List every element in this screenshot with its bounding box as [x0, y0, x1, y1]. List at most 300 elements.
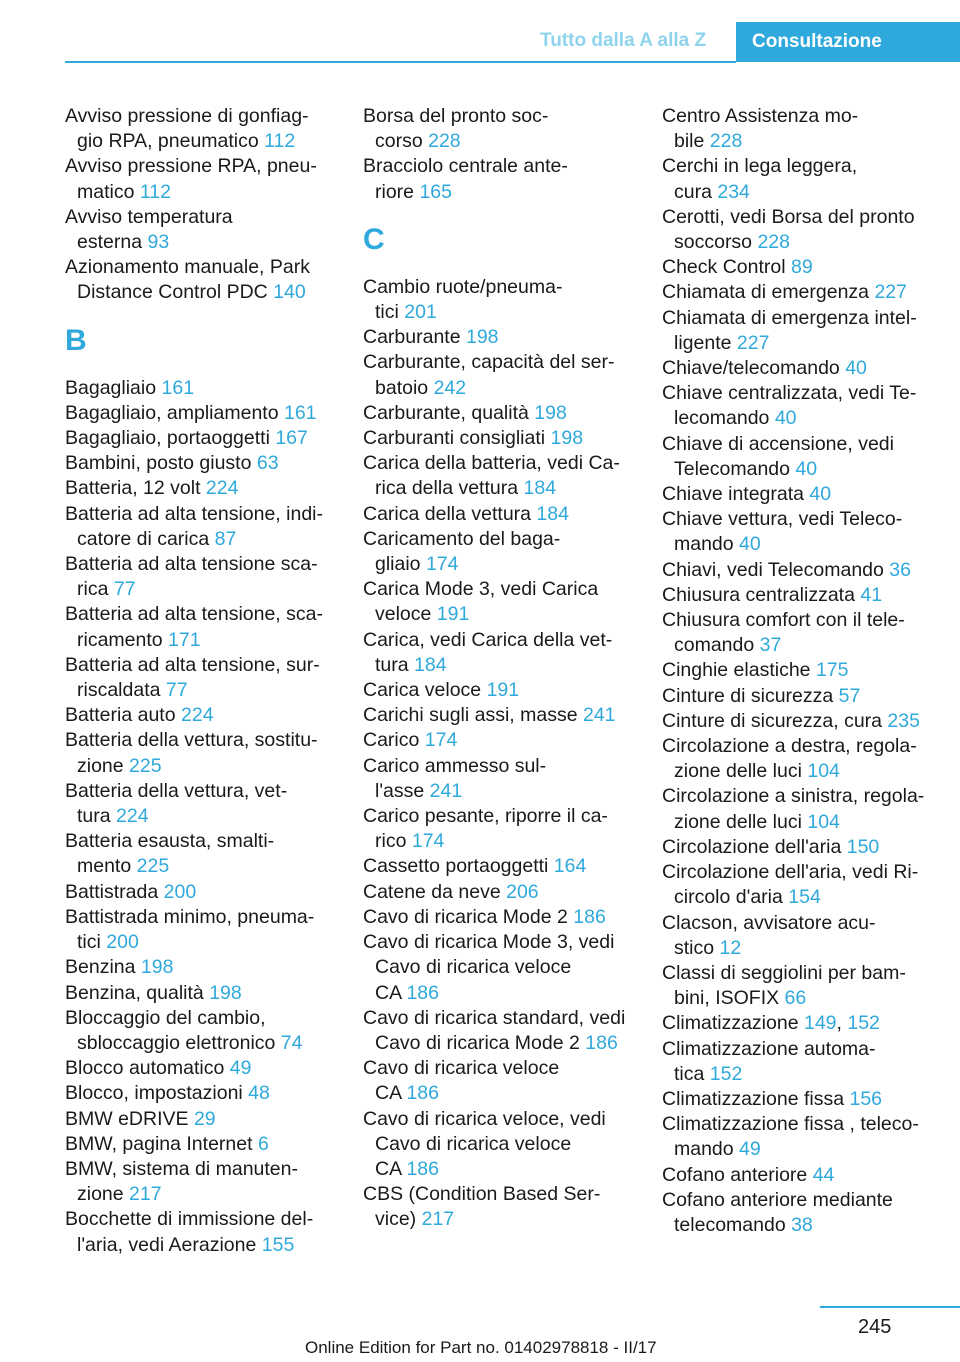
index-entry-text: Bracciolo centrale ante- [363, 155, 568, 178]
page-reference-link[interactable]: 184 [414, 653, 447, 676]
page-reference-link[interactable]: 38 [791, 1213, 813, 1236]
index-entry-text: Telecomando [674, 457, 796, 480]
index-entry [662, 507, 952, 557]
index-entry-text: lecomando [674, 407, 775, 430]
index-entry-text: Carburante, qualità [363, 401, 535, 424]
page-reference-link[interactable]: 228 [709, 130, 743, 153]
page-reference-link[interactable]: 36 [889, 558, 911, 581]
index-entry [662, 154, 952, 204]
index-entry-text: CBS (Condition Based Ser- [363, 1183, 601, 1206]
page-reference-link[interactable]: 40 [739, 533, 761, 556]
index-entry [662, 255, 952, 280]
index-entry-text: Cofano anteriore mediante [662, 1188, 893, 1211]
page-reference-link[interactable]: 152 [847, 1012, 880, 1035]
index-entry [363, 275, 653, 325]
index-entry-text: Circolazione a destra, regola- [662, 735, 917, 758]
index-entry [363, 426, 653, 451]
index-entry-text: ricamento [77, 628, 169, 651]
index-entry [65, 401, 355, 426]
index-entry [662, 734, 952, 784]
index-entry-text: Carburanti consigliati [363, 427, 551, 450]
index-entry-text: Batteria della vettura, vet- [65, 779, 288, 802]
index-entry-text: tura [77, 805, 117, 828]
index-entry [363, 728, 653, 753]
index-entry-text: Circolazione dell'aria, vedi Ri- [662, 861, 919, 884]
page-reference-link[interactable]: 104 [807, 810, 840, 833]
index-entry [65, 703, 355, 728]
index-entry [662, 1163, 952, 1188]
index-entry [363, 880, 653, 905]
page-reference-link[interactable]: 74 [280, 1031, 303, 1054]
page-reference-link[interactable]: 165 [419, 180, 452, 203]
page-reference-link[interactable]: 37 [759, 634, 782, 657]
index-entry [662, 205, 952, 255]
index-entry-text: Benzina, qualità [65, 981, 210, 1004]
index-entry [662, 709, 952, 734]
index-entry-text: Circolazione a sinistra, regola- [662, 785, 925, 808]
page-reference-link[interactable]: 241 [582, 704, 616, 727]
index-entry-text: Chiavi, vedi Telecomando [662, 558, 890, 581]
page-reference-link[interactable]: 63 [256, 452, 279, 475]
index-entry [65, 376, 355, 401]
index-entry-text: Batteria, 12 volt [65, 477, 206, 500]
index-entry-text: Carico ammesso sul- [363, 754, 547, 777]
index-entry-text: Cinghie elastiche [662, 659, 816, 682]
index-entry-text: Azionamento manuale, Park [65, 256, 310, 279]
page-reference-link[interactable]: 217 [129, 1183, 162, 1206]
index-entry-text: Carica, vedi Carica della vet- [363, 628, 613, 651]
index-entry-text: Climatizzazione [662, 1012, 804, 1035]
index-entry-text: Cavo di ricarica Mode 2 [363, 905, 574, 928]
index-entry-text: Borsa del pronto soc- [363, 105, 549, 127]
index-entry-text: tica [674, 1062, 710, 1085]
index-entry [363, 325, 653, 350]
index-entry [65, 552, 355, 602]
index-entry-text: bini, ISOFIX [674, 987, 785, 1010]
page-reference-link[interactable]: 49 [739, 1138, 761, 1161]
page-reference-link[interactable]: 224 [181, 704, 214, 727]
index-entry-text: Batteria della vettura, sostitu- [65, 729, 318, 752]
index-entry-text: Batteria ad alta tensione sca- [65, 553, 318, 576]
index-entry [363, 905, 653, 930]
index-entry [662, 280, 952, 305]
index-entry [363, 930, 653, 1006]
index-letter-heading: B [65, 323, 87, 357]
index-entry [662, 1087, 952, 1112]
page-reference-link[interactable]: 200 [106, 931, 139, 954]
index-entry-text: Blocco, impostazioni [65, 1082, 249, 1105]
page-reference-link[interactable]: 242 [433, 376, 467, 399]
page-reference-link[interactable]: 186 [406, 981, 439, 1004]
page-reference-link[interactable]: 87 [214, 527, 237, 550]
section-tab: Consultazione [736, 22, 960, 62]
index-entry-text: Chiave integrata [662, 483, 810, 506]
index-column-3 [662, 104, 952, 1238]
index-entry-text: Climatizzazione automa- [662, 1037, 876, 1060]
index-entry [363, 854, 653, 879]
index-entry-text: rico [375, 830, 412, 853]
index-entry-text: Chiave di accensione, vedi [662, 432, 894, 455]
index-entry-text: Bagagliaio, ampliamento [65, 401, 284, 424]
page-reference-link[interactable]: 217 [421, 1208, 455, 1231]
index-entry [65, 829, 355, 879]
page-reference-link[interactable]: 225 [129, 754, 162, 777]
index-entry-text: mando [674, 533, 740, 556]
page-reference-link[interactable]: 140 [273, 281, 306, 304]
page-reference-link[interactable]: 161 [161, 376, 195, 399]
index-entry [363, 502, 653, 527]
index-entry-text: BMW, sistema di manuten- [65, 1157, 298, 1180]
index-entry-text: Cavo di ricarica veloce [375, 1132, 572, 1155]
page-reference-link[interactable]: 227 [736, 331, 770, 354]
page-reference-link[interactable]: 198 [209, 981, 242, 1004]
index-entry [65, 104, 355, 154]
page-reference-link[interactable]: 184 [523, 477, 557, 500]
page-reference-link[interactable]: 40 [795, 457, 818, 480]
index-entry-text: bile [674, 130, 710, 153]
index-entry-text: Carichi sugli assi, masse [363, 704, 583, 727]
index-entry-text: Cerchi in lega leggera, [662, 155, 858, 178]
index-entry-text: Carica della vettura [363, 502, 537, 525]
index-entry-text: gio RPA, pneumatico [77, 130, 265, 153]
index-entry-text: Cerotti, vedi Borsa del pronto [662, 205, 915, 228]
index-entry-text: Chiamata di emergenza [662, 281, 875, 304]
index-column-1 [65, 104, 355, 1258]
index-entry-text: Cinture di sicurezza, cura [662, 709, 888, 732]
index-entry [662, 784, 952, 834]
index-entry [65, 1006, 355, 1056]
index-entry [65, 1132, 355, 1157]
index-entry-text: Chiusura comfort con il tele- [662, 609, 905, 632]
index-entry-text: vice) [375, 1208, 422, 1231]
index-entry-text: corso [375, 130, 429, 153]
page-reference-link[interactable]: 150 [846, 835, 880, 858]
index-entry: Climatizzazione 149, 152 [662, 1012, 880, 1035]
page-reference-link[interactable]: 66 [784, 987, 807, 1010]
page-reference-link[interactable]: 198 [140, 956, 174, 979]
page-reference-link[interactable]: 191 [436, 603, 470, 626]
index-entry [65, 1157, 355, 1207]
index-entry-text: Clacson, avvisatore acu- [662, 911, 876, 934]
page-reference-link[interactable]: 57 [838, 684, 861, 707]
index-entry-text: Classi di seggiolini per bam- [662, 961, 906, 984]
index-entry-text: Cinture di sicurezza [662, 684, 839, 707]
index-entry-text: Caricamento del baga- [363, 527, 561, 550]
index-entry [363, 754, 653, 804]
index-entry-text: Carica veloce [363, 679, 487, 702]
page-header [0, 22, 960, 62]
index-entry-text: Batteria ad alta tensione, indi- [65, 502, 323, 525]
index-entry [363, 804, 653, 854]
page-reference-link[interactable]: 104 [807, 760, 840, 783]
index-entry [363, 527, 653, 577]
page-reference-link[interactable]: 186 [406, 1082, 439, 1105]
index-entry-text: zione [77, 754, 130, 777]
index-entry [662, 558, 952, 583]
index-entry-text: Bambini, posto giusto [65, 452, 257, 475]
index-entry [65, 1081, 355, 1106]
page-reference-link[interactable]: 41 [860, 583, 883, 606]
index-entry-text: matico [77, 180, 140, 203]
index-entry-text: telecomando [674, 1213, 792, 1236]
index-entry-text: tici [375, 301, 405, 324]
index-entry-text: Distance Control PDC [77, 281, 274, 304]
page-reference-link[interactable]: 49 [229, 1057, 252, 1080]
index-entry [65, 476, 355, 501]
index-entry [662, 684, 952, 709]
index-entry-text: Blocco automatico [65, 1057, 230, 1080]
index-entry [65, 426, 355, 451]
index-entry [65, 728, 355, 778]
page-reference-link[interactable]: 228 [428, 130, 461, 153]
index-entry-text: Battistrada minimo, pneuma- [65, 905, 315, 928]
index-column-2 [363, 104, 653, 1233]
page-reference-link[interactable]: 156 [849, 1087, 883, 1110]
breadcrumb: Tutto dalla A alla Z [540, 30, 707, 51]
footer-rule [820, 1306, 960, 1308]
index-entry [65, 905, 355, 955]
index-entry [363, 1056, 653, 1106]
page-reference-link[interactable]: 198 [550, 427, 584, 450]
page-reference-link[interactable]: 198 [465, 326, 499, 349]
index-entry-text: tici [77, 931, 107, 954]
index-entry-text: esterna [77, 231, 148, 254]
index-entry-text: Cavo di ricarica Mode 3, vedi [363, 931, 615, 954]
index-entry [65, 955, 355, 980]
index-entry-text: Carburante, capacità del ser- [363, 351, 615, 374]
index-entry [65, 779, 355, 829]
page-reference-link[interactable]: 224 [116, 805, 149, 828]
page-reference-link[interactable]: 191 [486, 679, 520, 702]
index-entry-text: Climatizzazione fissa , teleco- [662, 1113, 919, 1136]
index-entry-text: BMW, pagina Internet [65, 1132, 258, 1155]
index-entry-text: Cavo di ricarica veloce [363, 1057, 560, 1080]
index-entry-text: Chiave/telecomando [662, 357, 846, 380]
index-entry-text: Batteria ad alta tensione, sur- [65, 653, 320, 676]
index-entry-text: Bagagliaio [65, 376, 162, 399]
index-entry-text: tura [375, 653, 415, 676]
index-entry-text: gliaio [375, 553, 426, 576]
page-reference-link[interactable]: 235 [887, 709, 920, 732]
index-entry [662, 306, 952, 356]
index-entry-text: Carica Mode 3, vedi Carica [363, 578, 599, 601]
index-entry [65, 451, 355, 476]
index-entry-text: Bocchette di immissione del- [65, 1208, 314, 1231]
index-entry-text: Check Control [662, 256, 791, 279]
index-entry-text: CA [375, 1082, 407, 1105]
page-reference-link[interactable]: 154 [788, 886, 821, 909]
index-entry [662, 432, 952, 482]
index-letter-heading: C [363, 222, 385, 256]
page-reference-link[interactable]: 149 [803, 1012, 837, 1035]
page-reference-link[interactable]: 112 [139, 180, 171, 203]
index-entry-text: comando [674, 634, 760, 657]
index-entry-text: ligente [674, 331, 737, 354]
index-entry [662, 835, 952, 860]
index-entry-text: veloce [375, 603, 437, 626]
index-entry [363, 350, 653, 400]
index-entry-text: mando [674, 1138, 740, 1161]
index-entry-text: Cavo di ricarica veloce [375, 956, 572, 979]
index-entry [65, 1056, 355, 1081]
index-entry [65, 1207, 355, 1257]
index-entry [662, 104, 952, 154]
page-reference-link[interactable]: 161 [283, 401, 317, 424]
index-entry-text: Cavo di ricarica veloce, vedi [363, 1107, 606, 1130]
index-entry-text: Bloccaggio del cambio, [65, 1006, 266, 1029]
index-entry-text: circolo d'aria [674, 886, 789, 909]
index-entry-text: sbloccaggio elettronico [77, 1031, 281, 1054]
page-reference-link[interactable]: 40 [845, 357, 867, 380]
page-reference-link[interactable]: 40 [774, 407, 797, 430]
index-entry-text: Chiave vettura, vedi Teleco- [662, 508, 903, 531]
index-entry-text: zione [77, 1183, 130, 1206]
page-reference-link[interactable]: 174 [411, 830, 445, 853]
index-entry [65, 981, 355, 1006]
index-entry-text: rica della vettura [375, 477, 524, 500]
index-entry [662, 583, 952, 608]
index-entry [662, 482, 952, 507]
page-reference-link[interactable]: 175 [815, 659, 849, 682]
page-reference-link[interactable]: 171 [168, 628, 201, 651]
page-reference-link[interactable]: 40 [809, 483, 832, 506]
index-entry-text: Battistrada [65, 880, 164, 903]
page-reference-link[interactable]: 6 [257, 1132, 269, 1155]
page-reference-link[interactable]: 167 [275, 427, 308, 450]
index-entry-text: Carico [363, 729, 425, 752]
index-entry [662, 961, 952, 1011]
index-entry-text: Benzina [65, 956, 141, 979]
index-entry [363, 628, 653, 678]
index-entry [363, 1107, 653, 1183]
index-entry-text: Cofano anteriore [662, 1163, 813, 1186]
page-reference-link[interactable]: 198 [534, 401, 567, 424]
page-reference-link[interactable]: 234 [717, 180, 750, 203]
index-entry-text: Avviso pressione di gonfiag- [65, 105, 309, 127]
page-reference-link[interactable]: 206 [506, 880, 539, 903]
page-reference-link[interactable]: 112 [264, 130, 296, 153]
index-entry-text: Batteria ad alta tensione, sca- [65, 603, 323, 626]
page-reference-link[interactable]: 228 [757, 231, 790, 254]
index-entry-text: Carica della batteria, vedi Ca- [363, 452, 620, 475]
page-reference-link[interactable]: 174 [424, 729, 458, 752]
page-reference-link[interactable]: 77 [165, 679, 188, 702]
index-entry [662, 658, 952, 683]
index-entry-text: CA [375, 981, 407, 1004]
index-entry-text: BMW eDRIVE [65, 1107, 194, 1130]
page-reference-link[interactable]: 152 [709, 1062, 743, 1085]
index-entry [662, 608, 952, 658]
index-entry [65, 1107, 355, 1132]
page-reference-link[interactable]: 44 [812, 1163, 835, 1186]
index-entry-text: Avviso pressione RPA, pneu- [65, 155, 317, 178]
index-entry-text: Centro Assistenza mo- [662, 105, 859, 127]
page-reference-link[interactable]: 89 [790, 256, 813, 279]
index-entry [363, 1006, 653, 1056]
index-entry-text: riore [375, 180, 420, 203]
index-entry-text: zione delle luci [674, 810, 808, 833]
index-entry-text: Chiamata di emergenza intel- [662, 306, 917, 329]
header-rule [65, 61, 736, 63]
index-entry-text: batoio [375, 376, 434, 399]
index-entry [363, 104, 653, 154]
index-entry-text: Avviso temperatura [65, 205, 233, 228]
page-reference-link[interactable]: 227 [874, 281, 907, 304]
page-reference-link[interactable]: 12 [719, 936, 742, 959]
index-entry-text: rica [77, 578, 114, 601]
index-entry-text: Bagagliaio, portaoggetti [65, 427, 276, 450]
page-reference-link[interactable]: 200 [163, 880, 197, 903]
page-number: 245 [858, 1316, 892, 1338]
index-entry [363, 451, 653, 501]
page-reference-link[interactable]: 77 [113, 578, 136, 601]
index-entry [363, 1182, 653, 1232]
index-entry-text: Circolazione dell'aria [662, 835, 847, 858]
index-entry [65, 880, 355, 905]
index-entry [662, 1112, 952, 1162]
index-entry-text: Cavo di ricarica standard, vedi [363, 1006, 626, 1029]
index-entry-text: Cassetto portaoggetti [363, 855, 554, 878]
index-entry-text: l'aria, vedi Aerazione [77, 1233, 262, 1256]
index-entry [363, 678, 653, 703]
index-entry [363, 703, 653, 728]
page-reference-link[interactable]: 225 [136, 855, 170, 878]
index-entry [662, 381, 952, 431]
page-reference-link[interactable]: 186 [585, 1031, 618, 1054]
page-reference-link[interactable]: 184 [536, 502, 569, 525]
index-entry [662, 1037, 952, 1087]
page-reference-link[interactable]: 186 [406, 1157, 439, 1180]
page-reference-link[interactable]: 241 [429, 779, 463, 802]
index-entry-text: Chiusura centralizzata [662, 583, 861, 606]
index-entry-text: Batteria auto [65, 704, 181, 727]
index-entry [65, 653, 355, 703]
index-entry-text: Carico pesante, riporre il ca- [363, 805, 608, 828]
index-entry-text: Carburante [363, 326, 466, 349]
index-entry [65, 255, 355, 305]
page-reference-link[interactable]: 164 [553, 855, 587, 878]
index-entry-text: soccorso [674, 231, 758, 254]
index-entry [65, 602, 355, 652]
page-reference-link[interactable]: 29 [193, 1107, 216, 1130]
index-entry-text: Cambio ruote/pneuma- [363, 275, 563, 298]
page-reference-link[interactable]: 174 [425, 553, 459, 576]
index-entry [65, 154, 355, 204]
page-reference-link[interactable]: 155 [261, 1233, 295, 1256]
index-entry [363, 401, 653, 426]
page-reference-link[interactable]: 224 [205, 477, 239, 500]
index-entry-text: CA [375, 1157, 407, 1180]
index-entry-text: stico [674, 936, 720, 959]
index-entry-text: Chiave centralizzata, vedi Te- [662, 382, 917, 405]
index-entry [662, 1188, 952, 1238]
index-entry [363, 154, 653, 204]
index-entry [363, 577, 653, 627]
page-reference-link[interactable]: 186 [573, 905, 606, 928]
index-entry [662, 911, 952, 961]
page-reference-link[interactable]: 93 [147, 231, 170, 254]
index-entry-text: catore di carica [77, 527, 215, 550]
index-entry [65, 502, 355, 552]
index-entry-text: cura [674, 180, 718, 203]
index-entry [662, 860, 952, 910]
page-reference-link[interactable]: 48 [248, 1082, 270, 1105]
edition-note: Online Edition for Part no. 01402978818 - II/17 [305, 1338, 657, 1357]
index-entry-text: Cavo di ricarica Mode 2 [375, 1031, 586, 1054]
page-reference-link[interactable]: 201 [404, 301, 437, 324]
index-entry-text: mento [77, 855, 137, 878]
index-entry-text: Climatizzazione fissa [662, 1087, 850, 1110]
